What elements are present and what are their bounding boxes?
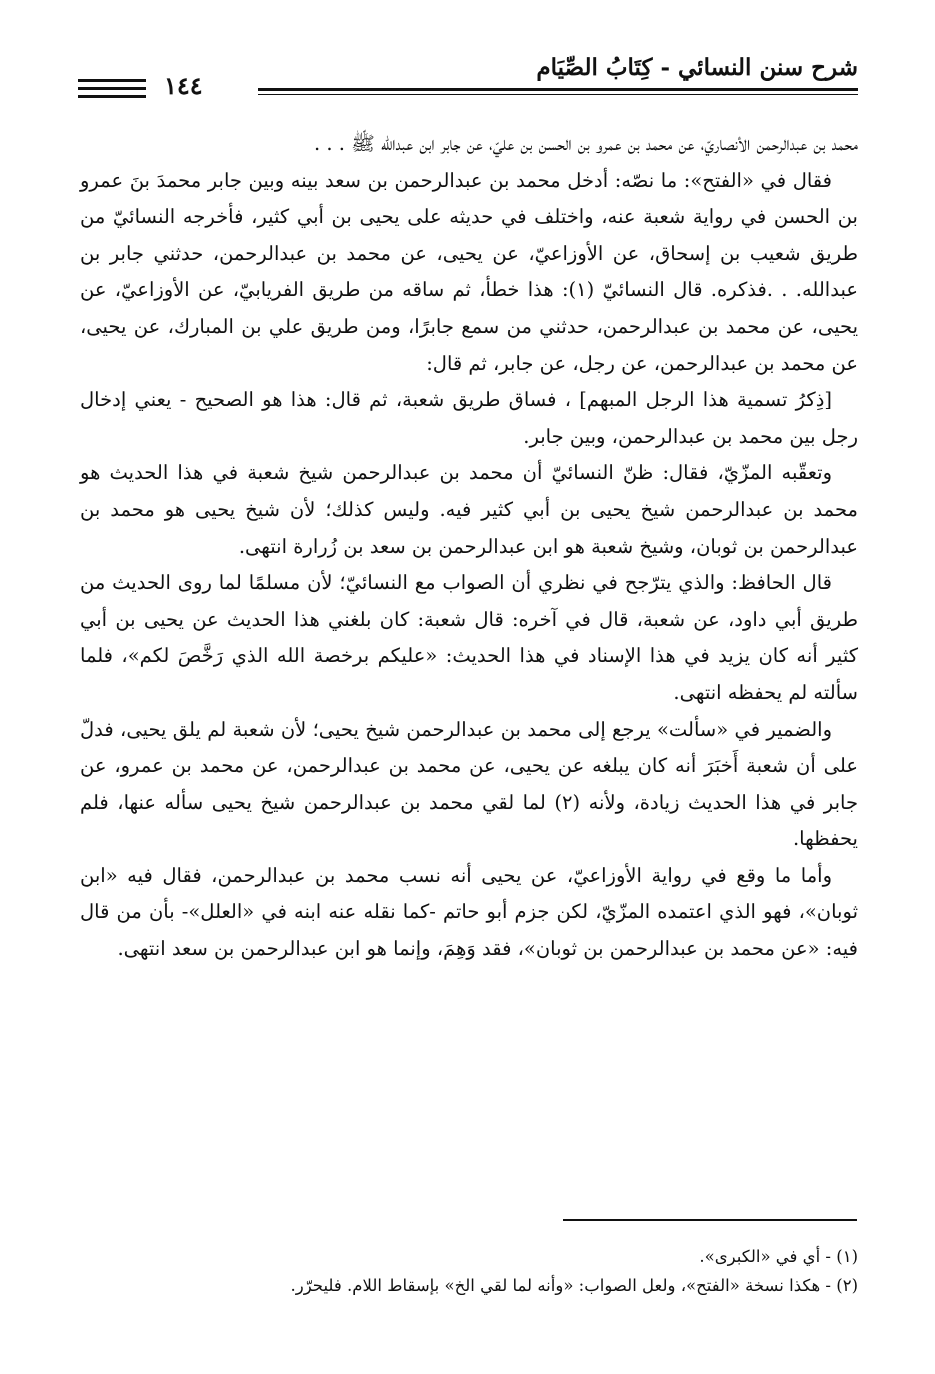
header-rule-left-2	[78, 87, 146, 90]
paragraph-5: قال الحافظ: والذي يترّجح في نظري أن الصواب مع النسائيّ؛ لأن مسلمًا لما روى الحديث من طريق أبي داود، عن شعبة، قال في آخره: قال شعبة: كان بلغني هذا الحديث عن يحيى بن أبي كثير أنه كان يزيد في هذا الإسناد في هذا الحديث: «عليكم برخصة الله الذي رَخَّصَ لكم»، فلما سألته لم يحفظه انتهى.	[80, 571, 858, 704]
footnotes	[80, 1242, 858, 1300]
header-rule-thin	[258, 94, 858, 95]
paragraph-4: وتعقّبه المزّيّ، فقال: ظنّ النسائيّ أن محمد بن عبدالرحمن شيخ شعبة في هذا الحديث هو محمد بن عبدالرحمن شيخ يحيى بن أبي كثير فيه. وليس كذلك؛ لأن شيخ يحيى هو محمد بن عبدالرحمن بن ثوبان، وشيخ شعبة هو ابن عبدالرحمن بن سعد بن زُرارة انتهى.	[80, 461, 858, 558]
header-rule-left-1	[78, 79, 146, 82]
paragraph-6: والضمير في «سألت» يرجع إلى محمد بن عبدالرحمن شيخ يحيى؛ لأن شعبة لم يلق يحيى، فدلّ على أن شعبة أَخبَرَ أنه كان يبلغه عن يحيى، عن محمد بن عبدالرحمن، عن محمد بن عمرو، عن جابر في هذا الحديث زيادة، ولأنه (٢) لما لقي محمد بن عبدالرحمن شيخ يحيى سأله عنها، فلم يحفظها.	[80, 717, 858, 851]
page-number: ١٤٤	[164, 71, 203, 100]
footnote-1: (١) - أي في «الكبرى».	[699, 1247, 858, 1266]
footnote-2: (٢) - هكذا نسخة «الفتح»، ولعل الصواب: «وأنه لما لقي الخ» بإسقاط اللام. فليحرّر.	[290, 1276, 858, 1295]
header-rule	[258, 88, 858, 91]
header-rule-left-3	[78, 95, 146, 98]
paragraph-3: [ذِكرُ تسمية هذا الرجل المبهم] ، فساق طريق شعبة، ثم قال: هذا هو الصحيح - يعني إدخال رجل بين محمد بن عبدالرحمن، وبين جابر.	[80, 388, 858, 448]
paragraph-7: وأما ما وقع في رواية الأوزاعيّ، عن يحيى أنه نسب محمد بن عبدالرحمن، فقال فيه «ابن ثوبان»، فهو الذي اعتمده المزّيّ، لكن جزم أبو حاتم -كما نقله عنه ابنه في «العلل»- بأن من قال فيه: «عن محمد بن عبدالرحمن بن ثوبان»، فقد وَهِمَ، وإنما هو ابن عبدالرحمن بن سعد انتهى.	[80, 863, 858, 961]
paragraph-1: محمد بن عبدالرحمن الأنصاريّ، عن محمد بن عمرو بن الحسن بن عليّ، عن جابر ابن عبدالله ﷺ . . .	[314, 132, 858, 155]
footnote-separator	[563, 1219, 857, 1221]
running-title: شرح سنن النسائي - كِتَابُ الصِّيَام	[536, 54, 858, 81]
page-header	[78, 52, 858, 108]
main-text	[80, 126, 858, 968]
paragraph-2: فقال في «الفتح»: ما نصّه: أدخل محمد بن عبدالرحمن بن سعد بينه وبين جابر محمدَ بنَ عمرو بن الحسن في رواية شعبة عنه، واختلف في حديثه على يحيى بن أبي كثير، فأخرجه النسائيّ من طريق شعيب بن إسحاق، عن الأوزاعيّ، عن يحيى، عن محمد بن عبدالرحمن، حدثني جابر بن عبدالله. . .فذكره. قال النسائيّ (١): هذا خطأ، ثم ساقه من طريق الفريابيّ، عن الأوزاعيّ، عن يحيى، عن محمد بن عبدالرحمن، حدثني من سمع جابرًا، ومن طريق علي بن المبارك، عن يحيى، عن محمد بن عبدالرحمن، عن رجل، عن جابر، ثم قال:	[80, 168, 858, 375]
